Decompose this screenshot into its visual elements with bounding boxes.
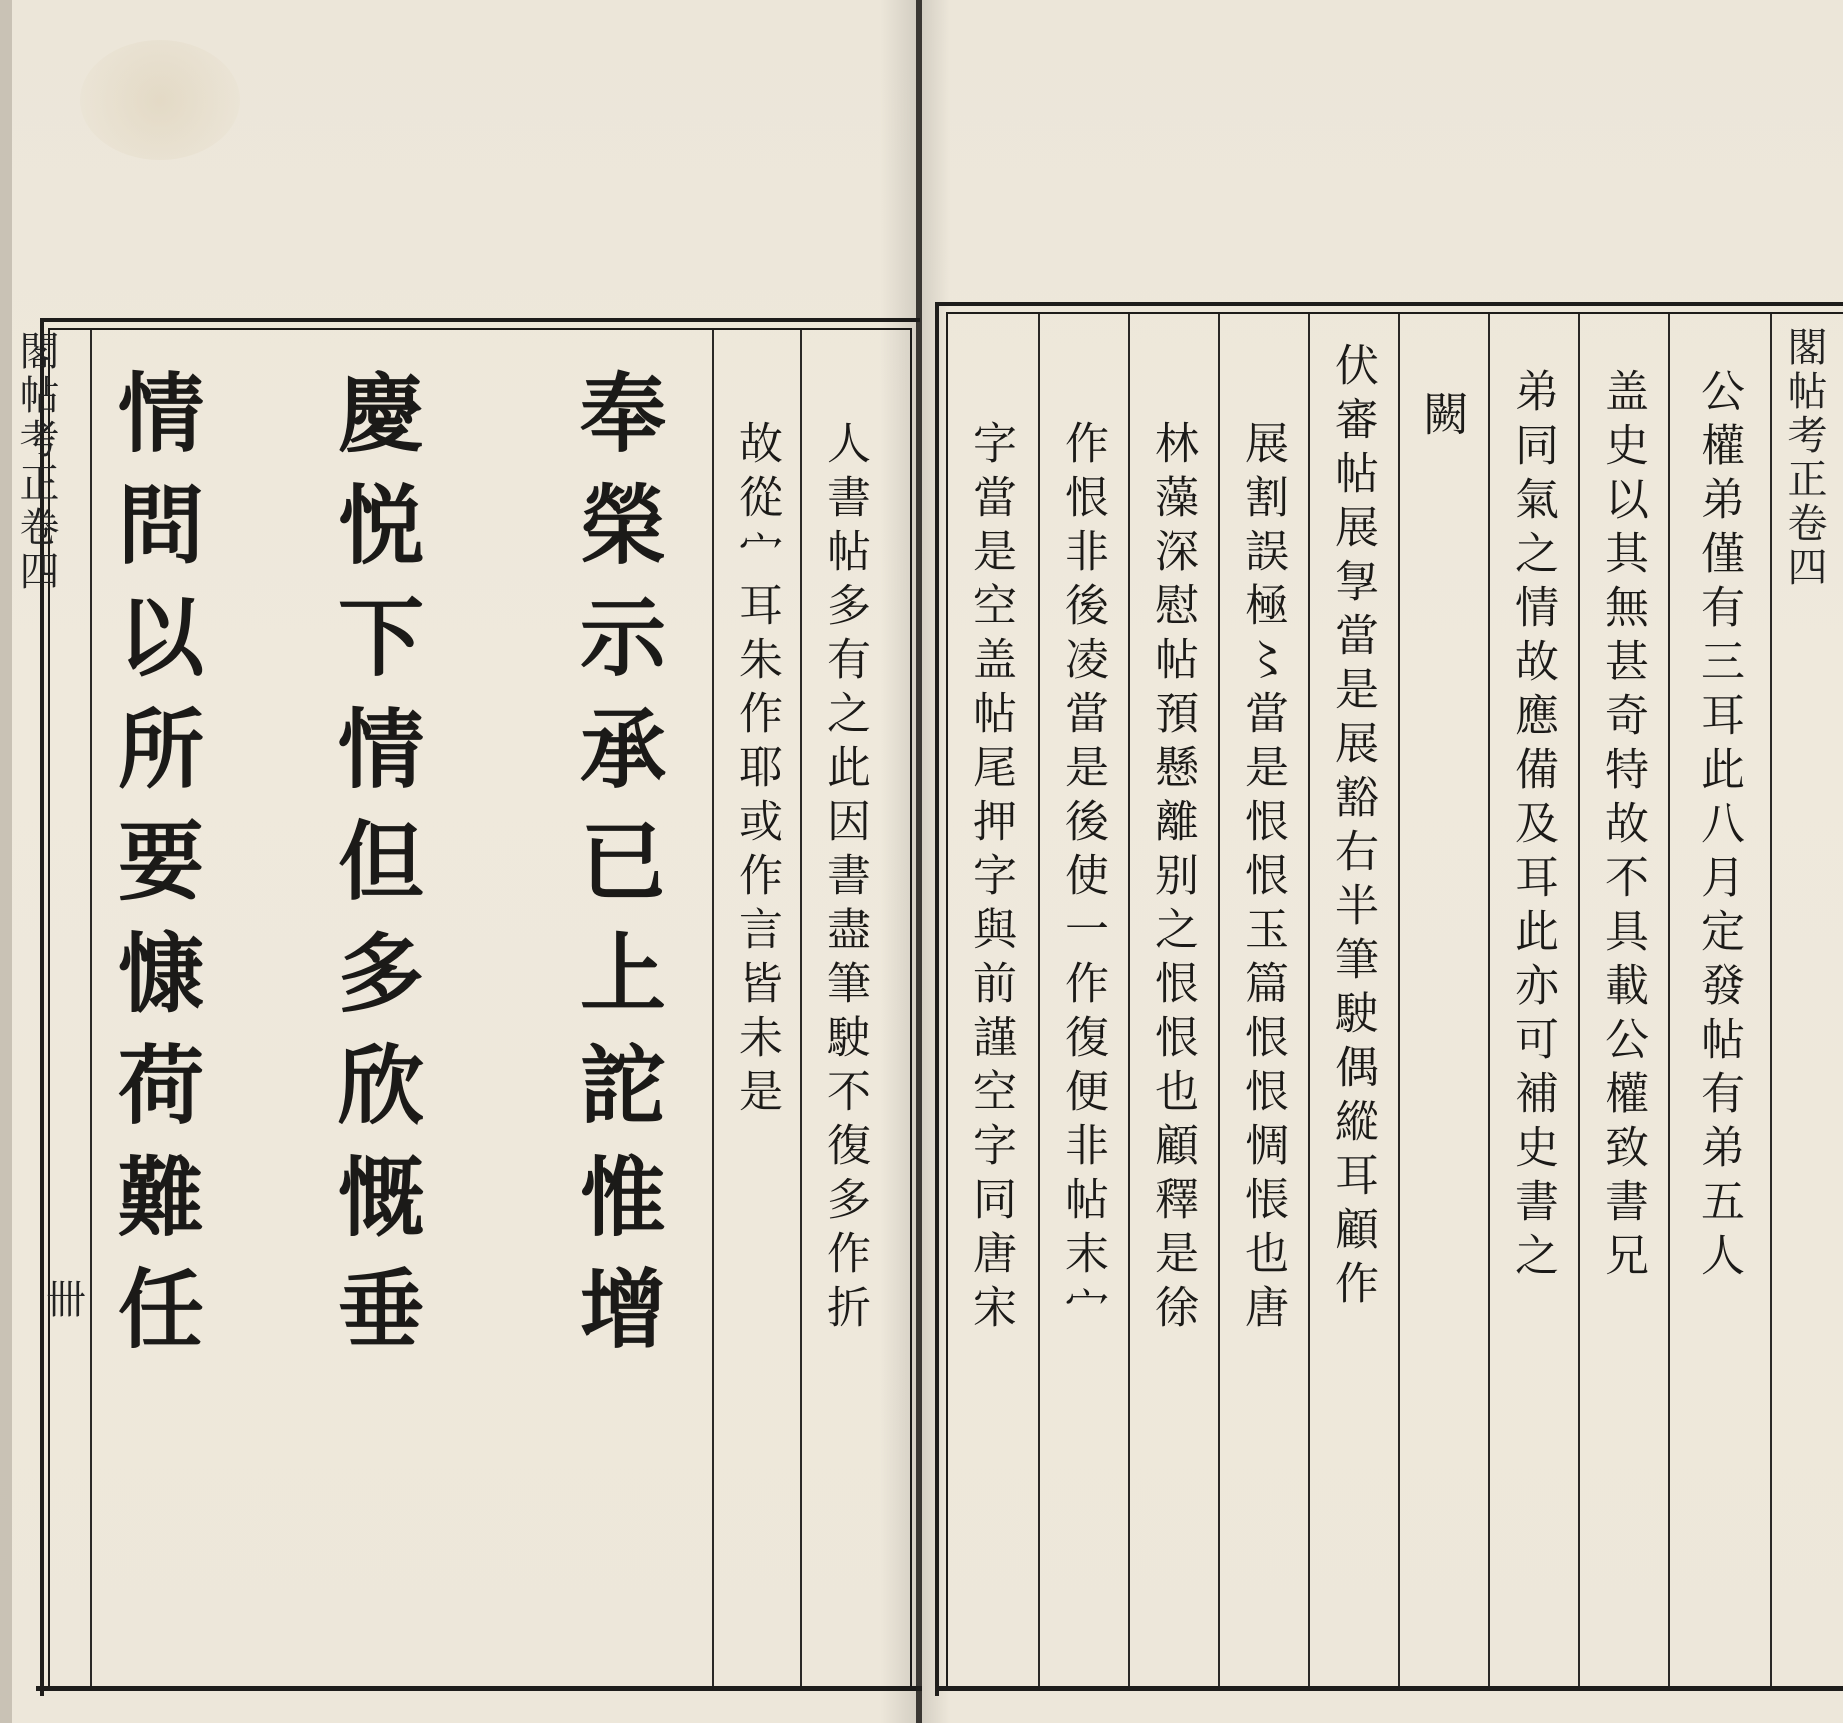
column-divider [712,330,714,1686]
note-column-2: 故從宀耳朱作耶或作言皆未是 [731,420,782,1122]
text-column-2: 盖史以其無甚奇特故不具載公權致書兄 [1597,368,1648,1286]
paper-stain [80,40,240,160]
text-column-4: 闕 [1416,390,1470,446]
right-base-rule [935,1686,1843,1691]
folio-number: 卌 [46,1277,86,1323]
text-column-6: 展割誤極〻當是恨恨玉篇恨恨惆悵也唐 [1237,420,1288,1338]
margin-title: 閣帖考正卷四 [1781,326,1827,590]
text-column-9: 字當是空盖帖尾押字與前謹空字同唐宋 [965,420,1016,1338]
text-column-8: 作恨非後凌當是後使一作復便非帖末宀 [1057,420,1108,1338]
column-divider [1668,314,1670,1686]
calligraphy-column-3: 情問以所要慷荷難任 [103,368,204,1376]
text-column-7: 林藻深慰帖預懸離别之恨恨也顧釋是徐 [1147,420,1198,1338]
margin-title: 閣帖考正卷四 [13,330,59,594]
column-divider [1308,314,1310,1686]
column-divider [800,330,802,1686]
column-divider [1038,314,1040,1686]
note-column-1: 人書帖多有之此因書盡筆駛不復多作折 [819,420,870,1338]
column-divider [90,330,92,1686]
text-column-1: 公權弟僅有三耳此八月定發帖有弟五人 [1693,368,1744,1286]
column-divider [1218,314,1220,1686]
text-column-3: 弟同氣之情故應備及耳此亦可補史書之 [1507,368,1558,1286]
column-divider [1770,314,1772,1686]
page-edge [0,0,12,1723]
column-divider [1398,314,1400,1686]
left-base-rule [36,1686,922,1691]
calligraphy-column-1: 奉榮示承已上詑惟增 [565,368,666,1376]
calligraphy-column-2: 慶悦下情但多欣慨垂 [323,368,424,1376]
column-divider [1488,314,1490,1686]
text-column-5: 伏審帖展㝁當是展豁右半筆駛偶縱耳顧作 [1327,342,1378,1314]
column-divider [1578,314,1580,1686]
column-divider [1128,314,1130,1686]
gutter-shadow [880,0,916,1723]
